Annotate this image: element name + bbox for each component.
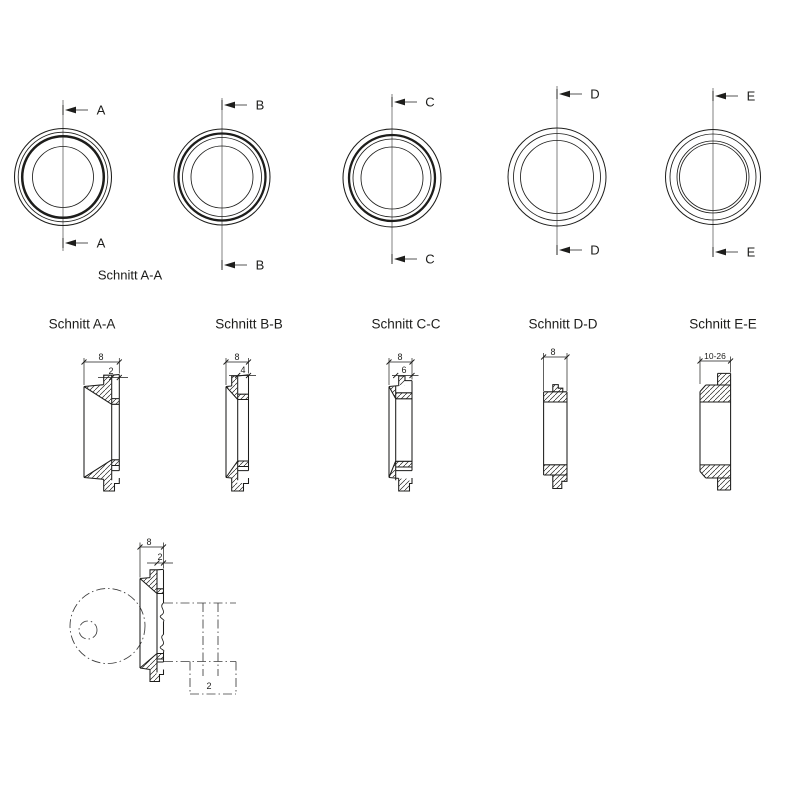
hatch-band-top <box>238 394 249 399</box>
section-letter-a-top: A <box>96 102 106 118</box>
dim-c-width: 8 <box>397 352 403 362</box>
dim-panel-thickness: 2 <box>206 681 212 691</box>
hatch-tab <box>399 376 405 385</box>
dim-c-inner: 6 <box>401 365 407 375</box>
hatch-band-bottom <box>396 461 412 467</box>
section-arrow-b-top <box>222 100 247 110</box>
section-title-d-d: Schnitt D-D <box>528 316 598 332</box>
hatch-tab <box>718 374 731 385</box>
section-arrow-d-top <box>557 89 582 99</box>
front-view-a <box>15 100 112 251</box>
hatch-top <box>84 376 111 404</box>
dim-b-width: 8 <box>234 352 240 362</box>
section-arrow-c-top <box>392 97 417 107</box>
hatch-band-bottom <box>238 461 249 467</box>
section-arrow-e-bottom <box>713 247 738 257</box>
dim-e-width: 10-26 <box>704 351 726 361</box>
hatch-band-top <box>700 385 730 402</box>
section-arrow-e-top <box>713 91 738 101</box>
section-arrow-d-bottom <box>557 245 582 255</box>
section-letter-c-bottom: C <box>425 251 435 267</box>
section-letter-d-top: D <box>590 86 600 102</box>
section-view-c-c <box>387 358 419 491</box>
section-arrow-a-top <box>63 105 88 115</box>
hatch-foot <box>718 478 731 490</box>
front-view-b <box>174 98 270 270</box>
hatch-band-top <box>396 393 412 399</box>
section-letter-b-bottom: B <box>255 257 265 273</box>
section-views <box>82 353 734 491</box>
caption-first-view: Schnitt A-A <box>97 267 163 283</box>
section-view-a-a <box>82 358 129 491</box>
front-view-e <box>666 88 761 257</box>
section-view-d-d <box>541 353 569 489</box>
section-title-a-a: Schnitt A-A <box>48 316 116 332</box>
hatch-band-top <box>157 589 164 594</box>
section-arrow-b-bottom <box>222 260 247 270</box>
section-title-b-b: Schnitt B-B <box>215 316 283 332</box>
section-arrow-a-bottom <box>63 238 88 248</box>
hatch-band-bottom <box>112 460 120 466</box>
phantom-panel <box>164 603 236 694</box>
section-letter-b-top: B <box>255 97 265 113</box>
section-view-e-e <box>698 357 734 491</box>
hatch-band-bottom <box>544 465 567 475</box>
dim-a-width: 8 <box>98 352 104 362</box>
phantom-circle-small <box>79 621 97 639</box>
dim-a-inner: 2 <box>108 366 114 376</box>
section-letter-a-bottom: A <box>96 235 106 251</box>
section-title-e-e: Schnitt E-E <box>689 316 757 332</box>
section-arrow-c-bottom <box>392 254 417 264</box>
hatch-top <box>140 570 157 593</box>
dim-assembly-inner: 2 <box>157 552 163 562</box>
front-view-d <box>508 86 606 255</box>
front-views <box>15 86 761 270</box>
hatch-band-top <box>544 392 567 402</box>
dim-assembly-width: 8 <box>146 537 152 547</box>
dim-b-inner: 4 <box>240 365 246 375</box>
section-letter-e-bottom: E <box>746 244 756 260</box>
hatch-band-top <box>112 399 120 405</box>
section-title-c-c: Schnitt C-C <box>371 316 441 332</box>
front-view-c <box>343 94 441 264</box>
phantom-circle-large <box>70 589 145 664</box>
hatch-bottom <box>84 460 115 490</box>
profile-outline <box>226 375 249 491</box>
section-letter-e-top: E <box>746 88 756 104</box>
assembly-view <box>70 543 236 695</box>
section-letter-d-bottom: D <box>590 242 600 258</box>
section-letter-c-top: C <box>425 94 435 110</box>
dim-d-width: 8 <box>550 347 556 357</box>
hatch-band-bottom <box>157 654 164 660</box>
hatch-foot <box>399 479 410 491</box>
section-view-b-b <box>224 358 257 491</box>
